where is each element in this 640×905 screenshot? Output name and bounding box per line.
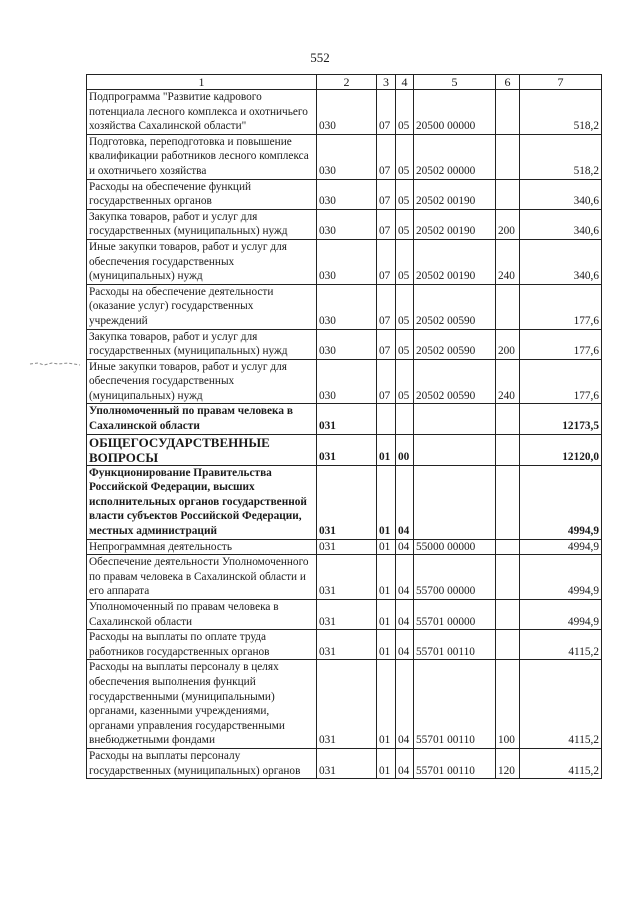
row-name: Закупка товаров, работ и услуг для государственных (муниципальных) нужд	[87, 209, 317, 239]
row-amount: 177,6	[520, 359, 602, 404]
row-ministry-code: 030	[317, 359, 377, 404]
table-row	[87, 748, 602, 778]
row-expense-type	[496, 179, 520, 209]
row-expense-type	[496, 555, 520, 600]
page-number: 552	[310, 50, 330, 65]
row-name: Непрограммная деятельность	[87, 539, 317, 555]
row-target-code: 55701 00110	[414, 630, 496, 660]
row-target-code: 55000 00000	[414, 539, 496, 555]
row-amount: 4994,9	[520, 465, 602, 539]
col-header-1: 1	[87, 75, 317, 90]
row-ministry-code: 030	[317, 90, 377, 135]
row-name: Уполномоченный по правам человека в Сахалинской области	[87, 404, 317, 434]
row-amount: 518,2	[520, 90, 602, 135]
table-row	[87, 209, 602, 239]
row-ministry-code: 031	[317, 660, 377, 749]
row-target-code: 20500 00000	[414, 90, 496, 135]
row-expense-type: 200	[496, 209, 520, 239]
col-header-7: 7	[520, 75, 602, 90]
row-subsection-code: 04	[396, 600, 414, 630]
row-name: Расходы на выплаты по оплате труда работников государственных органов	[87, 630, 317, 660]
row-amount: 177,6	[520, 284, 602, 329]
row-section-code: 01	[377, 465, 396, 539]
row-name: Подготовка, переподготовка и повышение квалификации работников лесного комплекса и охотничьего хозяйства	[87, 134, 317, 179]
row-section-code: 01	[377, 630, 396, 660]
table-row	[87, 90, 602, 135]
row-ministry-code: 031	[317, 600, 377, 630]
row-name: Функционирование Правительства Российской Федерации, высших исполнительных органов государственной власти субъектов Российской Федерации, местных администраций	[87, 465, 317, 539]
row-expense-type	[496, 600, 520, 630]
row-ministry-code: 031	[317, 748, 377, 778]
row-expense-type: 240	[496, 239, 520, 284]
row-subsection-code: 05	[396, 284, 414, 329]
header-row	[87, 75, 602, 90]
row-ministry-code: 030	[317, 209, 377, 239]
row-expense-type: 100	[496, 660, 520, 749]
row-subsection-code: 04	[396, 555, 414, 600]
row-amount: 4115,2	[520, 630, 602, 660]
table-row	[87, 465, 602, 539]
row-ministry-code: 031	[317, 555, 377, 600]
row-target-code	[414, 404, 496, 434]
row-amount: 4115,2	[520, 748, 602, 778]
row-expense-type: 240	[496, 359, 520, 404]
row-subsection-code: 05	[396, 134, 414, 179]
scan-artifact	[28, 361, 88, 367]
table-row	[87, 539, 602, 555]
col-header-4: 4	[396, 75, 414, 90]
row-target-code: 20502 00000	[414, 134, 496, 179]
row-section-code: 07	[377, 134, 396, 179]
row-subsection-code: 04	[396, 539, 414, 555]
row-subsection-code: 05	[396, 239, 414, 284]
row-expense-type	[496, 434, 520, 465]
row-section-code: 01	[377, 600, 396, 630]
row-ministry-code: 030	[317, 329, 377, 359]
row-expense-type	[496, 134, 520, 179]
row-target-code: 55701 00110	[414, 660, 496, 749]
row-expense-type	[496, 404, 520, 434]
row-ministry-code: 030	[317, 179, 377, 209]
row-amount: 12120,0	[520, 434, 602, 465]
budget-table	[86, 74, 602, 779]
row-target-code: 20502 00590	[414, 329, 496, 359]
row-subsection-code: 05	[396, 90, 414, 135]
row-section-code: 01	[377, 748, 396, 778]
row-amount: 4115,2	[520, 660, 602, 749]
row-expense-type	[496, 90, 520, 135]
row-ministry-code: 031	[317, 630, 377, 660]
table-row	[87, 434, 602, 465]
row-amount: 340,6	[520, 179, 602, 209]
row-target-code: 20502 00190	[414, 239, 496, 284]
row-amount: 4994,9	[520, 539, 602, 555]
row-section-code: 01	[377, 555, 396, 600]
row-amount: 518,2	[520, 134, 602, 179]
row-section-code: 07	[377, 209, 396, 239]
row-subsection-code: 00	[396, 434, 414, 465]
row-section-code: 07	[377, 239, 396, 284]
table-row	[87, 329, 602, 359]
row-expense-type	[496, 630, 520, 660]
row-subsection-code: 04	[396, 465, 414, 539]
row-expense-type: 200	[496, 329, 520, 359]
row-name: Обеспечение деятельности Уполномоченного по правам человека в Сахалинской области и его аппарата	[87, 555, 317, 600]
row-expense-type	[496, 284, 520, 329]
row-name: Иные закупки товаров, работ и услуг для обеспечения государственных (муниципальных) нужд	[87, 239, 317, 284]
row-name: Расходы на выплаты персоналу государственных (муниципальных) органов	[87, 748, 317, 778]
row-ministry-code: 030	[317, 134, 377, 179]
row-subsection-code: 04	[396, 748, 414, 778]
row-name: Иные закупки товаров, работ и услуг для обеспечения государственных (муниципальных) нужд	[87, 359, 317, 404]
table-row	[87, 284, 602, 329]
table-row	[87, 404, 602, 434]
table-row	[87, 359, 602, 404]
col-header-2: 2	[317, 75, 377, 90]
row-name: Расходы на выплаты персоналу в целях обеспечения выполнения функций государственными (муниципальными) органами, казенными учреждениями, органами управления государственными внебюджетными фондами	[87, 660, 317, 749]
row-section-code: 01	[377, 539, 396, 555]
table-row	[87, 555, 602, 600]
row-subsection-code: 04	[396, 660, 414, 749]
row-target-code: 20502 00590	[414, 359, 496, 404]
row-target-code: 55700 00000	[414, 555, 496, 600]
row-amount: 340,6	[520, 209, 602, 239]
row-section-code: 07	[377, 90, 396, 135]
row-amount: 4994,9	[520, 600, 602, 630]
row-subsection-code: 05	[396, 359, 414, 404]
row-name: Уполномоченный по правам человека в Сахалинской области	[87, 600, 317, 630]
row-section-code: 07	[377, 179, 396, 209]
row-expense-type	[496, 465, 520, 539]
table-row	[87, 239, 602, 284]
row-section-code: 07	[377, 359, 396, 404]
row-ministry-code: 031	[317, 465, 377, 539]
row-subsection-code: 05	[396, 179, 414, 209]
row-name: Подпрограмма "Развитие кадрового потенциала лесного комплекса и охотничьего хозяйства Сахалинской области"	[87, 90, 317, 135]
row-subsection-code: 05	[396, 209, 414, 239]
row-amount: 177,6	[520, 329, 602, 359]
row-ministry-code: 031	[317, 539, 377, 555]
col-header-3: 3	[377, 75, 396, 90]
row-name: ОБЩЕГОСУДАРСТВЕННЫЕ ВОПРОСЫ	[87, 434, 317, 465]
row-target-code: 55701 00110	[414, 748, 496, 778]
row-ministry-code: 031	[317, 404, 377, 434]
col-header-6: 6	[496, 75, 520, 90]
row-section-code: 01	[377, 660, 396, 749]
row-subsection-code: 05	[396, 329, 414, 359]
table-row	[87, 630, 602, 660]
row-name: Расходы на обеспечение функций государственных органов	[87, 179, 317, 209]
row-ministry-code: 031	[317, 434, 377, 465]
row-amount: 12173,5	[520, 404, 602, 434]
row-target-code	[414, 465, 496, 539]
row-name: Расходы на обеспечение деятельности (оказание услуг) государственных учреждений	[87, 284, 317, 329]
row-section-code	[377, 404, 396, 434]
row-ministry-code: 030	[317, 239, 377, 284]
col-header-5: 5	[414, 75, 496, 90]
row-subsection-code: 04	[396, 630, 414, 660]
table-row	[87, 660, 602, 749]
row-target-code: 55701 00000	[414, 600, 496, 630]
row-subsection-code	[396, 404, 414, 434]
row-expense-type	[496, 539, 520, 555]
row-target-code: 20502 00190	[414, 179, 496, 209]
row-target-code: 20502 00190	[414, 209, 496, 239]
table-row	[87, 134, 602, 179]
row-section-code: 01	[377, 434, 396, 465]
table-row	[87, 600, 602, 630]
row-amount: 340,6	[520, 239, 602, 284]
row-amount: 4994,9	[520, 555, 602, 600]
row-section-code: 07	[377, 284, 396, 329]
row-expense-type: 120	[496, 748, 520, 778]
row-target-code	[414, 434, 496, 465]
row-target-code: 20502 00590	[414, 284, 496, 329]
row-section-code: 07	[377, 329, 396, 359]
row-ministry-code: 030	[317, 284, 377, 329]
table-row	[87, 179, 602, 209]
row-name: Закупка товаров, работ и услуг для государственных (муниципальных) нужд	[87, 329, 317, 359]
